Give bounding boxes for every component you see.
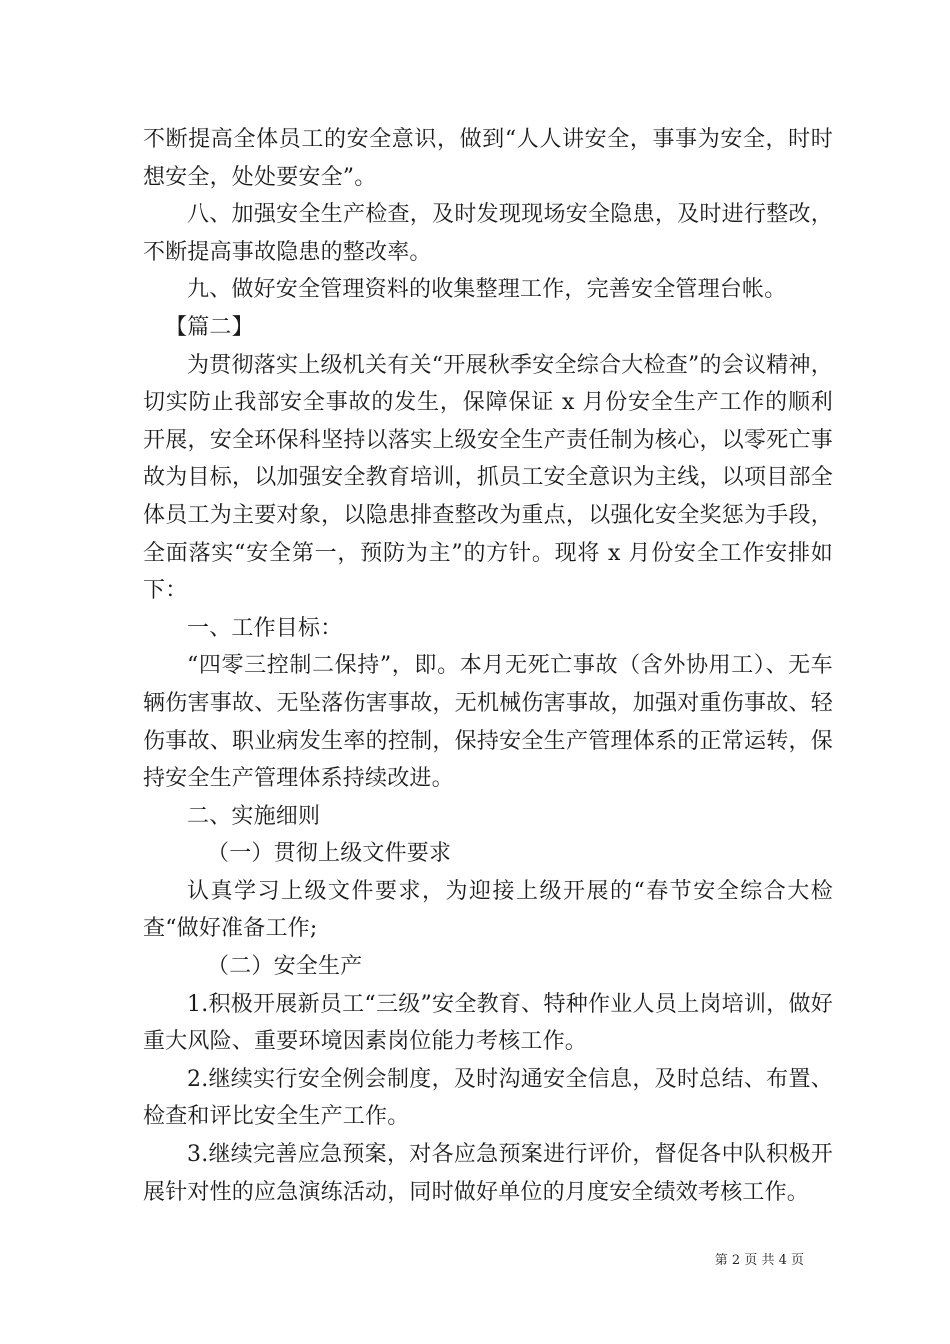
paragraph-documents: 认真学习上级文件要求，为迎接上级开展的“春节安全综合大检查“做好准备工作;: [143, 878, 833, 942]
paragraph-item-9: 九、做好安全管理资料的收集整理工作，完善安全管理台帐。: [187, 277, 787, 303]
list-item-2: 2.继续实行安全例会制度，及时沟通安全信息，及时总结、布置、检查和评比安全生产工作。: [143, 1066, 833, 1130]
paragraph-item-8: 八、加强安全生产检查，及时发现现场安全隐患，及时进行整改，不断提高事故隐患的整改率。: [143, 202, 833, 265]
document-body: [143, 121, 833, 1211]
section-heading-part-two: 【篇二】: [165, 314, 254, 340]
subheading-documents: （一）贯彻上级文件要求: [207, 841, 452, 867]
paragraph-goals: “四零三控制二保持”，即。本月无死亡事故（含外协用工）、无车辆伤害事故、无坠落伤害事故，无机械伤害事故，加强对重伤事故、轻伤事故、职业病发生率的控制，保持安全生产管理体系的正常运转，保持安全生产管理体系持续改进。: [143, 653, 833, 792]
list-item-3: 3.继续完善应急预案，对各应急预案进行评价，督促各中队积极开展针对性的应急演练活动，同时做好单位的月度安全绩效考核工作。: [143, 1142, 833, 1205]
subheading-safety-production: （二）安全生产: [207, 954, 363, 980]
page-number: 第 2 页 共 4 页: [714, 1253, 804, 1268]
paragraph-intro: 为贯彻落实上级机关有关“开展秋季安全综合大检查”的会议精神，切实防止我部安全事故的发生，保障保证 x 月份安全生产工作的顺利开展，安全环保科坚持以落实上级安全生产责任制为核心，以零死亡事故为目标，以加强安全教育培训，抓员工安全意识为主线，以项目部全体员工为主要对象，以隐患排查整改为重点，以强化安全奖惩为手段，全面落实“安全第一，预防为主”的方针。现将 x 月份安全工作安排如下：: [143, 352, 833, 604]
paragraph-continuation: 不断提高全体员工的安全意识，做到“人人讲安全，事事为安全，时时想安全，处处要安全”。: [143, 127, 833, 190]
list-item-1: 1.积极开展新员工“三级”安全教育、特种作业人员上岗培训，做好重大风险、重要环境因素岗位能力考核工作。: [143, 991, 833, 1055]
heading-work-goals: 一、工作目标：: [187, 615, 343, 641]
heading-implementation: 二、实施细则: [187, 803, 321, 829]
